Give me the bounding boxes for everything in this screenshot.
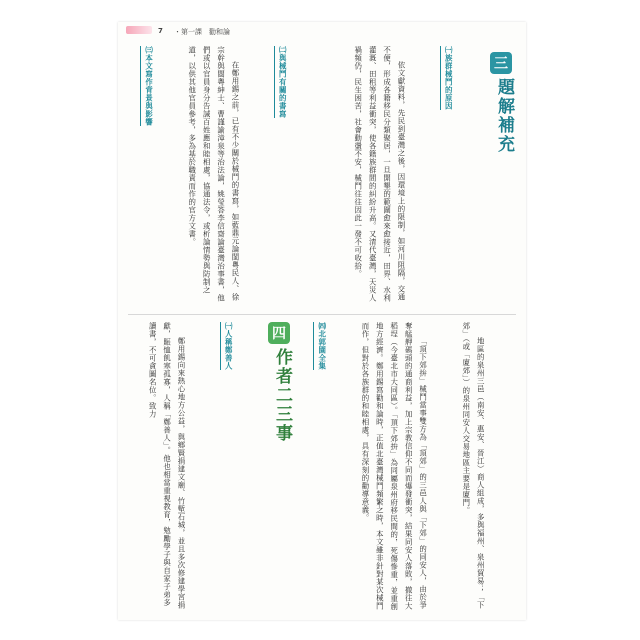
subheading-d: ㈣北郭園全集 xyxy=(313,322,328,370)
text-block-top-right xyxy=(324,46,484,308)
subheading-e: ㈠人稱鄭善人 xyxy=(220,322,235,370)
breadcrumb: ・第一課 勸和論 xyxy=(174,28,230,36)
paragraph: 依文獻資料，先民到臺灣之後，因環境上的限制，如河川阻隔，交通不便，形成各籍移民分類聚居，一旦開墾的範圍愈來愈接近，田界、水利灌溉、田租等利益衝突，使各籍族群間的糾紛升高。又清代臺灣，天災人禍頻仍，民生困苦，社會動盪不安，械鬥往往因此一發不可收拾。 xyxy=(353,46,406,302)
text-block-top-left xyxy=(132,46,318,308)
section-title-3: 題解補充 xyxy=(494,78,514,154)
paragraph: 在鄭用錫之前，已有不少關於械鬥的書寫，如藍鼎元論閩粵民人、徐宗幹與閩粵紳士、曹謹諭漳泉等治法論，姚瑩答李信齋論臺灣治事書，他們或以官員身分告誡百姓應和睦相處，協通法令，或析論情勢與防制之道，以供其他官員參考，多為基於職責而作的官方文書。 xyxy=(187,46,240,302)
section-badge-3: 三 xyxy=(490,52,512,74)
paragraph: 「頂下郊拚」械鬥當事雙方為「頂郊」的三邑人與「下郊」的同安人，由於爭奪艋舺碼頭的通商利益，加上宗教信仰不同而爆發衝突，結果同安人落敗，撤往大稻埕（今臺北市大同區）。「頂下郊拚」為同屬泉州府移民間的，死傷慘重，並重創地方經濟。鄭用錫寫勸和論時，正值北臺灣械鬥頻繁之時，本文雖非針對某次械鬥而作，但對於各族群的和睦相處，具有深刻的勸導意義。 xyxy=(360,322,428,611)
textbook-page xyxy=(118,22,526,620)
divider xyxy=(128,314,516,315)
subheading-a: ㈠族群械鬥的原因 xyxy=(440,46,455,110)
paragraph: 鄭用錫向來熱心地方公益，與鄉賢捐建文廟、竹塹石城，並且多次修建學宮捐獻，賑恤飢寒孤寡，人稱「鄭善人」。他也相當重視教育，勉勵學子與自家子弟多讀書，不可貪圖名位。致力 xyxy=(148,322,186,609)
text-block-bottom-left xyxy=(132,322,264,612)
section-title-4: 作者二三事 xyxy=(272,348,292,443)
subheading-c: ㈢本文寫作背景與影響 xyxy=(140,46,155,126)
paragraph: 地區的泉州三邑（南安、惠安、晉江）商人組成，多與福州、泉州貿易；「下郊」（或「廈郊」）的泉州同安人交易地區主要是廈門。 xyxy=(461,322,486,609)
subheading-b: ㈡與械鬥有關的書寫 xyxy=(274,46,289,118)
page-number: 7 xyxy=(158,27,163,35)
header-color-tab xyxy=(126,26,152,34)
page-header xyxy=(118,22,526,38)
section-badge-4: 四 xyxy=(268,322,290,344)
text-block-bottom-right xyxy=(298,322,516,612)
